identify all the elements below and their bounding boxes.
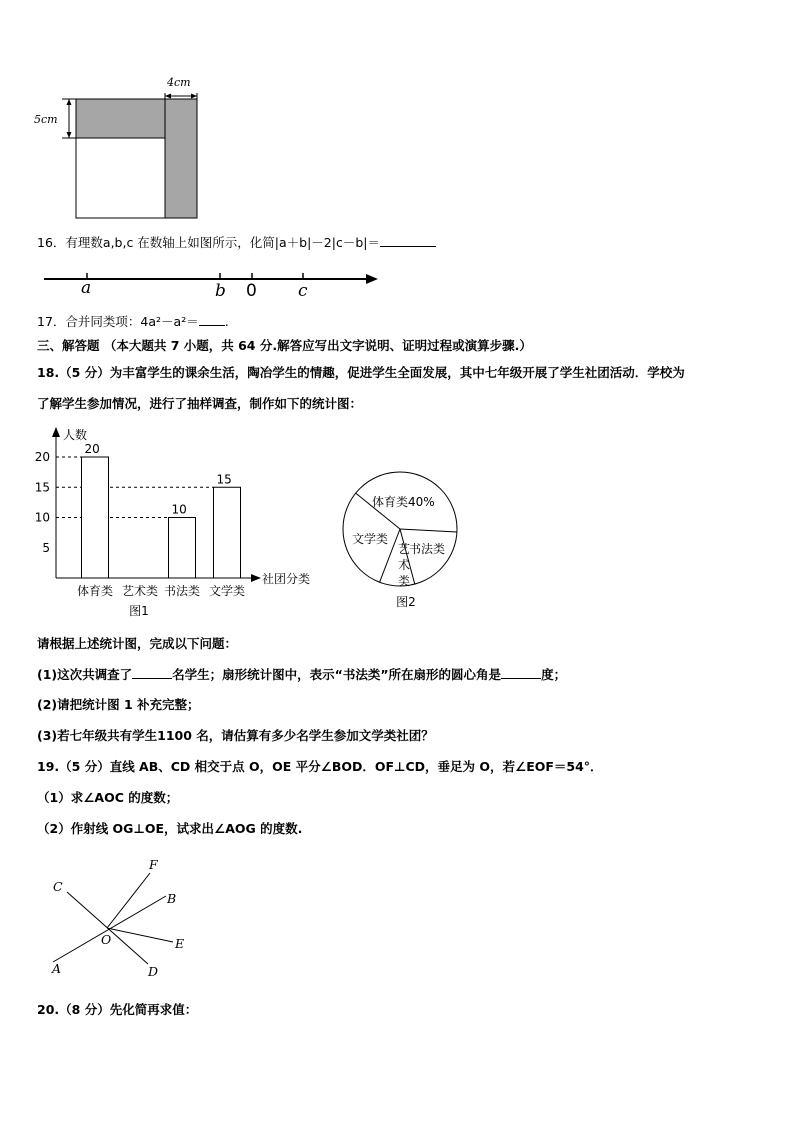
point-a: a <box>81 278 92 298</box>
question-18-part2: (2)请把统计图 1 补充完整； <box>37 697 200 712</box>
question-17-tail: . <box>224 314 229 329</box>
white-rectangle <box>76 138 165 218</box>
bar <box>214 487 241 578</box>
x-tick-label: 文学类 <box>208 584 246 598</box>
q18-part1-b: 名学生；扇形统计图中，表示“书法类”所在扇形的圆心角是 <box>172 667 502 682</box>
question-17-text: 17．合并同类项：4a²－a²＝ <box>37 314 199 329</box>
label-D: D <box>148 964 159 979</box>
y-tick-label: 10 <box>34 510 50 525</box>
answer-blank-18-angle[interactable] <box>501 666 541 679</box>
question-20: 20.（8 分）先化简再求值： <box>37 1002 198 1017</box>
ray-of <box>107 873 150 928</box>
angle-figure-q19 <box>45 855 195 980</box>
label-B: B <box>167 891 177 906</box>
x-tick-label: 艺术类 <box>121 584 159 598</box>
question-16 <box>37 234 436 251</box>
label-A: A <box>52 961 62 976</box>
point-zero: 0 <box>246 281 257 301</box>
question-18-line1: 18.（5 分）为丰富学生的课余生活，陶冶学生的情趣，促进学生全面发展，其中七年级开展了学生社团活动．学校为 <box>37 365 685 380</box>
x-axis-label: 社团分类 <box>262 572 311 586</box>
bar <box>169 518 196 579</box>
answer-blank-16[interactable] <box>380 234 436 247</box>
bar-data-label: 15 <box>216 472 232 487</box>
question-18-part1 <box>37 666 566 683</box>
y-axis-arrow <box>52 427 60 437</box>
answer-blank-17[interactable] <box>199 313 225 326</box>
y-tick-label: 5 <box>42 540 50 555</box>
point-c: c <box>298 281 308 301</box>
pie-label-literature: 文学类 <box>352 532 389 546</box>
answer-blank-18-count[interactable] <box>132 666 172 679</box>
x-tick-label: 书法类 <box>163 584 201 598</box>
shaded-top-strip <box>76 99 165 138</box>
bar <box>82 457 109 578</box>
pie-label-art-char: 术 <box>398 558 411 572</box>
q18-part1-c: 度； <box>541 667 567 682</box>
y-axis-label: 人数 <box>63 428 88 442</box>
number-line <box>40 262 385 302</box>
question-18-prompt: 请根据上述统计图，完成以下问题： <box>37 636 238 651</box>
figure-q15 <box>30 70 220 225</box>
dim-label-4cm: 4cm <box>167 76 191 89</box>
bar-data-label: 20 <box>84 442 100 456</box>
pie-chart-fig2 <box>338 470 468 620</box>
point-b: b <box>215 281 226 301</box>
x-tick-label: 体育类 <box>76 584 114 598</box>
label-E: E <box>175 936 185 951</box>
chart-title: 图2 <box>396 595 416 609</box>
question-19-part1: （1）求∠AOC 的度数； <box>37 790 179 805</box>
label-F: F <box>149 857 158 872</box>
q18-part1-a: (1)这次共调查了 <box>37 667 133 682</box>
section-3-header: 三、解答题 （本大题共 7 小题，共 64 分.解答应写出文字说明、证明过程或演算步骤.） <box>37 338 532 353</box>
bar-data-label: 10 <box>171 502 187 517</box>
question-19-line1: 19.（5 分）直线 AB、CD 相交于点 O，OE 平分∠BOD．OF⊥CD，垂足为 O，若∠EOF＝54°． <box>37 759 603 774</box>
pie-label-art-char: 艺 <box>398 542 411 556</box>
pie-label-art-char: 类 <box>398 574 411 588</box>
ray-oe <box>107 928 173 942</box>
x-axis-arrow <box>251 574 261 582</box>
y-tick-label: 20 <box>34 450 50 464</box>
bar-chart-fig1 <box>30 420 330 625</box>
question-18-line2: 了解学生参加情况，进行了抽样调查，制作如下的统计图： <box>37 396 363 411</box>
question-16-text: 16．有理数a,b,c 在数轴上如图所示，化简|a＋b|－2|c－b|＝ <box>37 235 380 250</box>
dim-label-5cm: 5cm <box>34 113 58 126</box>
question-18-part3: (3)若七年级共有学生1100 名，请估算有多少名学生参加文学类社团？ <box>37 728 434 743</box>
label-O: O <box>101 932 112 947</box>
pie-label-sports: 体育类40% <box>372 495 435 509</box>
chart-title: 图1 <box>129 604 149 618</box>
label-C: C <box>53 879 63 894</box>
question-19-part2: （2）作射线 OG⊥OE，试求出∠AOG 的度数. <box>37 821 303 836</box>
question-17 <box>37 313 229 330</box>
y-tick-label: 15 <box>34 480 50 495</box>
shaded-right-strip <box>165 99 197 218</box>
pie-label-calligraphy: 书法类 <box>409 542 446 556</box>
